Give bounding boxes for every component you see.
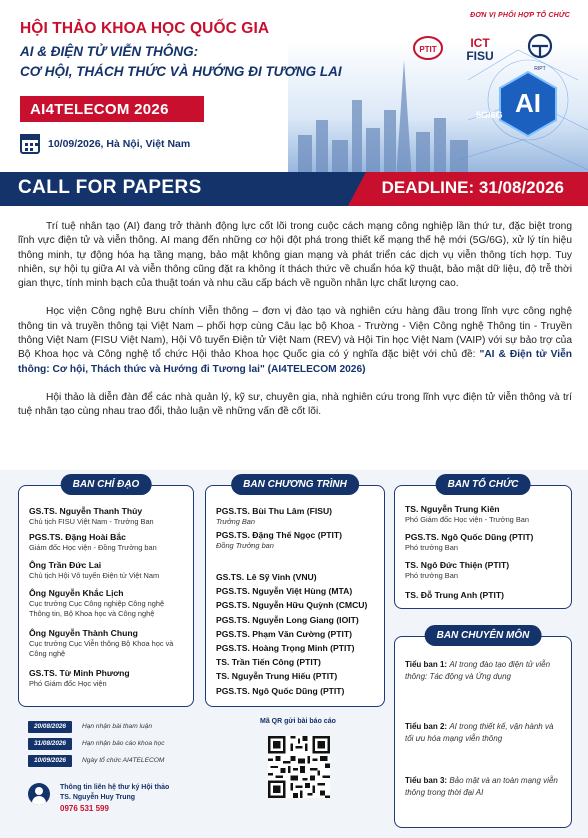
coorganizer-label: ĐƠN VỊ PHỐI HỢP TỔ CHỨC: [470, 12, 570, 19]
date-pill: 20/08/2026: [28, 721, 72, 733]
contact-block: [28, 783, 169, 814]
call-for-papers-banner: [0, 172, 588, 206]
program-member-list: [216, 570, 376, 698]
intro-text: [18, 220, 572, 434]
organizing-committee-title: BAN TỔ CHỨC: [436, 474, 531, 495]
organizing-member: PGS.TS. Ngô Quốc Dũng (PTIT) Phó trưởng Ban: [405, 532, 534, 552]
tracks-title: BAN CHUYÊN MÔN: [425, 625, 542, 646]
organizing-member: TS. Nguyễn Trung Kiên Phó Giám đốc Học viện - Trưởng Ban: [405, 504, 529, 524]
svg-text:PTIT: PTIT: [419, 45, 437, 54]
svg-text:ICT: ICT: [470, 36, 490, 50]
organizing-member: TS. Đỗ Trung Anh (PTIT): [405, 590, 504, 600]
steering-member: Ông Nguyễn Khắc Lịch Cục trưởng Cục Công nghiệp Công nghệ Thông tin, Bộ Khoa học và Công nghệ: [29, 588, 165, 618]
program-member: PGS.TS. Nguyễn Việt Hùng (MTA): [216, 586, 353, 597]
track-item: Tiểu ban 2: AI trong thiết kế, vận hành và tối ưu hóa mạng viễn thông: [405, 722, 554, 743]
program-member: GS.TS. Lê Sỹ Vinh (VNU): [216, 572, 317, 582]
contact-phone[interactable]: 0976 531 599: [60, 804, 109, 813]
contact-label: Thông tin liên hệ thư ký Hội thảo: [60, 784, 170, 791]
call-for-papers-title: CALL FOR PAPERS: [18, 177, 202, 198]
date-pill: 10/09/2026: [28, 755, 72, 767]
date-location: 10/09/2026, Hà Nội, Việt Nam: [48, 138, 191, 150]
organizing-member: TS. Ngô Đức Thiện (PTIT) Phó trưởng Ban: [405, 560, 510, 580]
date-row: 20/08/2026 Hạn nhận bài tham luận: [28, 718, 165, 735]
program-member: PGS.TS. Nguyễn Hữu Quỳnh (CMCU): [216, 600, 368, 611]
date-location-row: [20, 134, 190, 154]
program-lead: PGS.TS. Đặng Thế Ngọc (PTIT) Đồng Trưởng ban: [216, 530, 343, 550]
track-item: Tiểu ban 1: AI trong đào tạo điện tử viễn thông: Tác động và Ứng dụng: [405, 660, 551, 681]
5g6g-label: 5G/6G: [476, 110, 503, 120]
deadline-text: DEADLINE: 31/08/2026: [381, 178, 564, 197]
steering-member: PGS.TS. Đặng Hoài Bắc Giám đốc Học viện - Đồng Trưởng ban: [29, 532, 157, 552]
important-dates: [28, 718, 165, 769]
intro-paragraph-2: Học viện Công nghệ Bưu chính Viễn thông – đơn vị đào tạo và nghiên cứu hàng đầu trong lĩnh vực công nghệ thông tin và truyền thông tại Việt Nam – phối hợp cùng Câu lạc bộ Khoa - Trường - Viện Công nghệ Thông tin - Truyền thông Việt Nam (FISU Việt Nam), Hội Vô tuyến Điện tử Việt Nam (REV) và Hội Tin học Việt Nam (VAIP) với sự bảo trợ của Bộ Khoa học và Công nghệ tổ chức Hội thảo Khoa học Quốc gia có ý nghĩa đặc biệt với chủ đề: "AI & Điện tử Viễn thông: Cơ hội, Thách thức và Hướng đi Tương lai" (AI4TELECOM 2026): [18, 306, 572, 375]
program-member: PGS.TS. Ngô Quốc Dũng (PTIT): [216, 685, 345, 696]
partner-logos: [408, 30, 568, 76]
svg-text:FISU: FISU: [466, 49, 494, 63]
conference-theme: "AI & Điện tử Viễn thông: Cơ hội, Thách thức và Hướng đi Tương lai" (AI4TELECOM 2026): [18, 349, 572, 375]
program-member: PGS.TS. Nguyễn Long Giang (IOIT): [216, 614, 359, 625]
intro-paragraph-1: Trí tuệ nhân tạo (AI) đang trở thành động lực cốt lõi trong cuộc cách mạng công nghiệp lần thứ tư, đặc biệt trong lĩnh vực điện tử và viễn thông. AI mang đến những cơ hội đột phá trong thiết kế mạng thế hệ mới (5G/6G), xử lý tín hiệu thông minh, tự động hóa hạ tầng mạng, bảo mật không gian mạng và phát triển các dịch vụ viễn thông tích hợp. Tuy nhiên, sự hội tụ giữa AI và viễn thông cũng đặt ra không ít thách thức về chuẩn hóa kỹ thuật, bảo mật dữ liệu, độ trễ thời gian thực, tính minh bạch của thuật toán và nhu cầu cấp bách về nguồn nhân lực chất lượng cao.: [18, 221, 572, 290]
conference-title: HỘI THẢO KHOA HỌC QUỐC GIA: [20, 20, 270, 37]
svg-text:RIPT: RIPT: [534, 66, 546, 72]
person-icon: [28, 783, 50, 805]
qr-label: Mã QR gửi bài báo cáo: [260, 718, 336, 725]
contact-name: TS. Nguyễn Huy Trung: [60, 794, 136, 801]
intro-paragraph-3: Hội thảo là diễn đàn để các nhà quản lý, kỹ sư, chuyên gia, nhà nghiên cứu trong lĩnh vực điện tử viễn thông và trí tuệ nhân tạo cùng nhau trao đổi, thảo luận về những vấn đề cốt lõi.: [18, 391, 572, 418]
track-item: Tiểu ban 3: Bảo mật và an toàn mạng viễn thông trong thời đại AI: [405, 776, 558, 797]
organizing-committee-panel: [394, 479, 572, 609]
conference-subtitle-line1: AI & ĐIỆN TỬ VIỄN THÔNG:: [20, 44, 199, 59]
program-member: PGS.TS. Phạm Văn Cường (PTIT): [216, 628, 352, 639]
steering-member: GS.TS. Nguyễn Thanh Thủy Chủ tịch FISU Việt Nam - Trưởng Ban: [29, 506, 154, 526]
steering-committee-panel: [18, 479, 194, 707]
program-member: PGS.TS. Hoàng Trọng Minh (PTIT): [216, 643, 355, 654]
calendar-icon: [20, 134, 40, 154]
program-lead: PGS.TS. Bùi Thu Lâm (FISU) Trưởng Ban: [216, 506, 333, 526]
hero-header: [0, 0, 588, 178]
program-committee-panel: [205, 479, 385, 707]
conference-subtitle-line2: CƠ HỘI, THÁCH THỨC VÀ HƯỚNG ĐI TƯƠNG LAI: [20, 64, 342, 79]
steering-committee-title: BAN CHỈ ĐẠO: [61, 474, 152, 495]
program-committee-title: BAN CHƯƠNG TRÌNH: [231, 474, 359, 495]
ptit-logo: [414, 37, 442, 59]
steering-member: Ông Nguyễn Thành Chung Cục trưởng Cục Viễn thông Bộ Khoa học và Công nghệ: [29, 628, 174, 658]
date-row: 10/09/2026 Ngày tổ chức AI4TELECOM: [28, 752, 165, 769]
steering-member: Ông Trần Đức Lai Chủ tịch Hội Vô tuyến Điện tử Việt Nam: [29, 560, 160, 580]
conference-badge: AI4TELECOM 2026: [20, 96, 204, 122]
tracks-panel: [394, 630, 572, 828]
steering-member: GS.TS. Từ Minh Phương Phó Giám đốc Học viện: [29, 668, 130, 688]
qr-code[interactable]: [268, 736, 330, 798]
ict-fisu-logo: [466, 36, 493, 63]
ript-logo: [529, 35, 551, 72]
date-pill: 31/08/2026: [28, 738, 72, 750]
date-row: 31/08/2026 Hạn nhận báo cáo khoa học: [28, 735, 165, 752]
program-member: TS. Trần Tiến Công (PTIT): [216, 657, 321, 668]
ai-hex-label: AI: [515, 88, 541, 118]
program-member: TS. Nguyễn Trung Hiếu (PTIT): [216, 671, 338, 682]
